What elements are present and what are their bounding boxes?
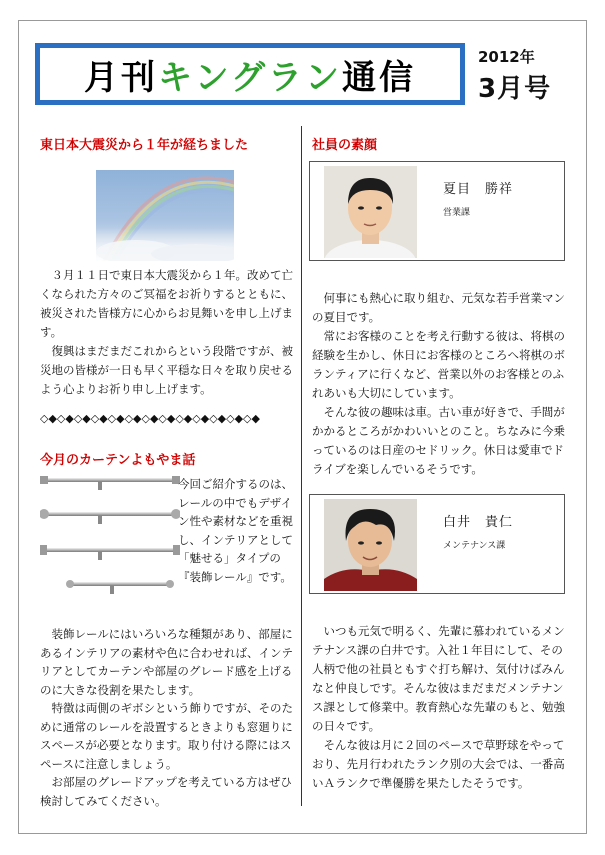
curtain-intro: 今回ご紹介するのは、レールの中でもデザイン性や素材などを重視し、インテリアとして「魅せる」タイプの『装飾レール』です。 [178, 477, 293, 584]
paragraph: ３月１１日で東日本大震災から１年。改めて亡くなられた方々のご冥福をお祈りするとともに、被災された皆様方に心からお見舞いを申し上げます。 [40, 268, 293, 339]
paragraph: いつも元気で明るく、先輩に慕われているメンテナンス課の白井です。入社１年目にして、その人柄で他の社員ともすぐ打ち解け、気付けばみんなと仲良しです。そんな彼はまだまだメンテナンス課として修業中。教育熱心な先輩のもと、勉強の日々です。 [312, 624, 565, 733]
paragraph: 特徴は両側のギボシという飾りですが、そのために通常のレールを設置するときよりも窓廻りにスペースが必要となります。取り付ける際にはスペースに注意しましょう。 [40, 701, 293, 771]
paragraph: 何事にも熱心に取り組む、元気な若手営業マンの夏目です。 [312, 291, 565, 324]
paragraph: 常にお客様のことを考え行動する彼は、将棋の経験を生かし、休日にお客様のところへ将棋のボランティアに行くなど、営業以外のお客様とのふれあいも大切にしています。 [312, 329, 565, 400]
title-part-brand: キングラン [158, 57, 342, 98]
staff-profile-shirai [309, 494, 565, 594]
natsume-body [312, 289, 568, 479]
staff-dept: 営業課 [443, 208, 471, 218]
earthquake-heading: 東日本大震災から１年が経ちました [40, 138, 249, 153]
decorative-rails-image [40, 472, 180, 600]
paragraph: 復興はまだまだこれからという段階ですが、被災地の皆様が一日も早く平穏な日々を取り戻せるよう心よりお祈り申し上げます。 [40, 344, 293, 396]
earthquake-body [40, 266, 296, 399]
staff-name: 夏目 勝祥 [443, 182, 514, 197]
paragraph: そんな彼は月に２回のペースで草野球をやっており、先月行われたランク別の大会では、一番高いＡランクで準優勝を果たしたそうです。 [312, 738, 565, 790]
issue-month: 3月号 [478, 74, 552, 104]
title-part-news: 通信 [341, 57, 416, 98]
paragraph: そんな彼の趣味は車。古い車が好きで、手間がかかるところがかわいいとのこと。ちなみに今乗っているのは日産のセドリック。休日は愛車でドライブを楽しんでいるそうです。 [312, 405, 565, 476]
staff-photo [324, 499, 417, 591]
divider-diamonds: ◇◆◇◆◇◆◇◆◇◆◇◆◇◆◇◆◇◆◇◆◇◆◇◆◇◆ [40, 412, 260, 425]
paragraph: 装飾レールにはいろいろな種類があり、部屋にあるインテリアの素材や色に合わせれば、インテリアとしてカーテンや部屋のグレード感を上げるのに大きな役割を果たします。 [40, 627, 293, 697]
shirai-body [312, 622, 568, 793]
staff-heading: 社員の素顔 [312, 138, 378, 153]
staff-profile-natsume [309, 161, 565, 261]
staff-dept: メンテナンス課 [443, 541, 506, 551]
rainbow-photo [96, 170, 234, 261]
staff-photo [324, 166, 417, 258]
issue-year: 2012年 [478, 48, 535, 66]
curtain-body [40, 625, 296, 810]
title-part-monthly: 月刊 [84, 57, 158, 98]
paragraph: お部屋のグレードアップを考えている方はぜひ検討してみてください。 [40, 775, 292, 808]
curtain-heading: 今月のカーテンよもやま話 [40, 453, 196, 468]
masthead [35, 43, 465, 105]
newsletter-title [84, 50, 416, 99]
staff-name: 白井 貴仁 [443, 515, 514, 530]
column-divider [301, 126, 302, 806]
